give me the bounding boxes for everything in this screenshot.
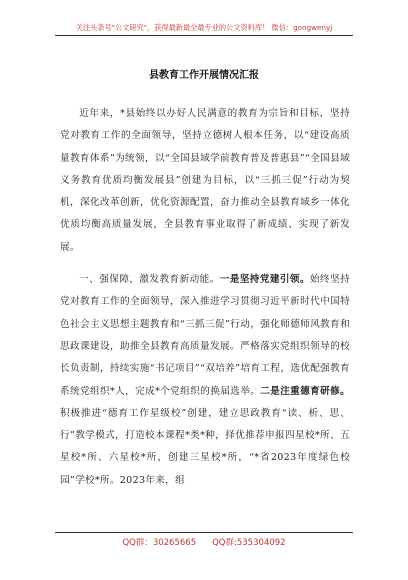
section-heading: 一、强保障，激发教育新动能。 xyxy=(79,274,220,286)
page-footer xyxy=(0,536,408,548)
footer-qq-group-1: QQ群：30265665 xyxy=(122,538,197,548)
point-two-text: 积极推进“德育工作星级校”创建，建立思政教育“读、析、思、行”教学模式，打造校本课程*类*种，择优推荐申报四星校*所、五星校*所、六星校*所，创建三星校*所，“*省2023年度绿色校园”学校*所。2023年来，组 xyxy=(60,407,350,486)
footer-qq-group-2: QQ群:535304092 xyxy=(212,538,286,548)
point-one-heading: 一是坚持党建引领。 xyxy=(219,274,311,286)
header-divider xyxy=(55,35,353,36)
paragraph-section-1 xyxy=(60,269,350,492)
page-header xyxy=(0,0,408,36)
document-title: 县教育工作开展情况汇报 xyxy=(149,70,259,81)
point-two-heading: 二是注重德育研修。 xyxy=(260,385,350,397)
point-one-text: 始终坚持党对教育工作的全面领导，深入推进学习贯彻习近平新时代中国特色社会主义思想主题教育和“三抓三促”行动，强化师德师风教育和思政课建设，助推全县教育高质量发展。严格落实党组织领导的校长负责制，持续实施“书记项目”“双培养”培育工程，选优配强教育系统党组织*人，完成*个党组织的换届选举。 xyxy=(60,274,351,397)
paragraph-intro: 近年来，*县始终以办好人民满意的教育为宗旨和目标，坚持党对教育工作的全面领导，坚持立德树人根本任务，以“建设高质量教育体系”为统领，以“全国县域学前教育普及普惠县”“全国县域义务教育优质均衡发展县”创建为目标，以“三抓三促”行动为契机，深化改革创新，优化资源配置，奋力推动全县教育域乡一体化优质均衡高质量发展，全县教育事业取得了新成绩、实现了新发展。 xyxy=(60,108,350,253)
header-promo-text: 关注头条号"公文研究"，获得最新最全最专业的公文资料库！ 微信：gongwenyj xyxy=(75,23,333,32)
document-body xyxy=(60,103,350,492)
footer-divider xyxy=(55,532,353,533)
